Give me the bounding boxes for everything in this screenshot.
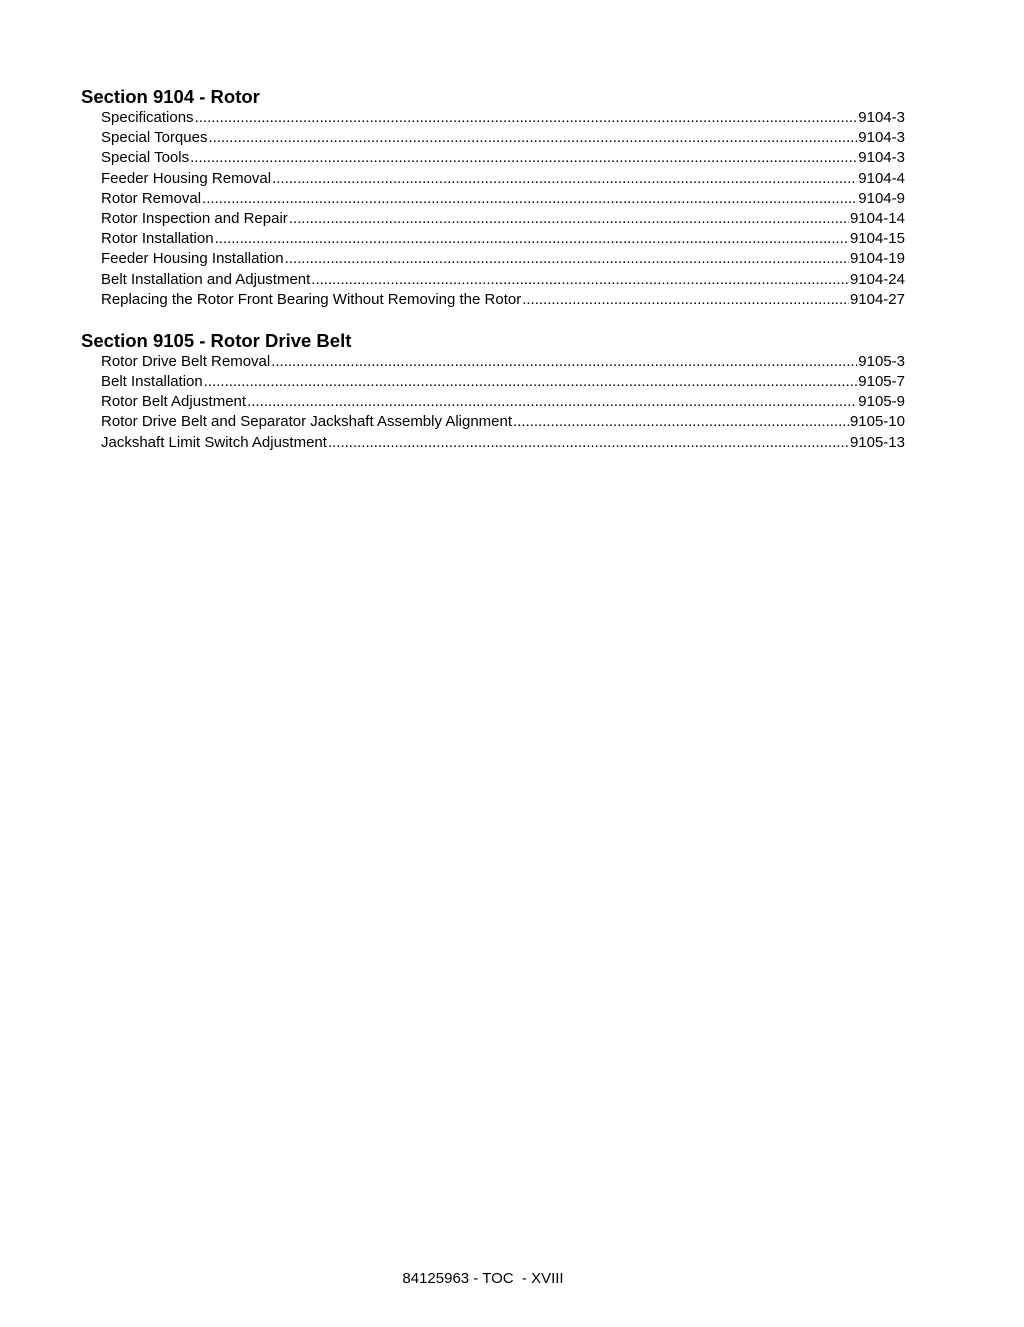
- entry-title: Rotor Removal: [101, 189, 202, 207]
- entry-title: Jackshaft Limit Switch Adjustment: [101, 433, 327, 451]
- toc-entry[interactable]: [101, 128, 905, 148]
- entry-title: Rotor Installation: [101, 230, 214, 248]
- toc-entry[interactable]: [101, 433, 905, 453]
- entry-title: Feeder Housing Removal: [101, 169, 272, 187]
- entry-title: Rotor Belt Adjustment: [101, 393, 247, 411]
- entry-title: Feeder Housing Installation: [101, 250, 284, 268]
- toc-entry[interactable]: [101, 229, 905, 249]
- entry-title: Rotor Drive Belt and Separator Jackshaft Assembly Alignment: [101, 413, 513, 431]
- page-footer: 84125963 - TOC - XVIII: [402, 1270, 564, 1287]
- entry-page-number: 9104-3: [858, 149, 905, 167]
- entry-page-number: 9105-13: [849, 433, 905, 451]
- dot-leader: [204, 372, 858, 392]
- section-title: Section 9105 - Rotor Drive Belt: [81, 329, 352, 351]
- section-entries: [81, 108, 905, 310]
- entry-page-number: 9104-15: [849, 230, 905, 248]
- entry-page-number: 9104-14: [849, 209, 905, 227]
- toc-entry[interactable]: [101, 412, 905, 432]
- entry-title: Specifications: [101, 109, 194, 126]
- dot-leader: [522, 290, 849, 310]
- entry-page-number: 9104-4: [858, 169, 905, 187]
- dot-leader: [328, 433, 849, 453]
- dot-leader: [247, 392, 857, 412]
- entry-title: Special Torques: [101, 129, 208, 147]
- dot-leader: [271, 352, 857, 372]
- entry-title: Rotor Drive Belt Removal: [101, 352, 271, 370]
- entry-page-number: 9104-24: [849, 270, 905, 288]
- entry-page-number: 9105-10: [849, 413, 905, 431]
- entry-title: Belt Installation: [101, 373, 203, 391]
- table-of-contents: [81, 86, 905, 473]
- toc-entry[interactable]: [101, 290, 905, 310]
- section-title: Section 9104 - Rotor: [81, 86, 260, 107]
- entry-page-number: 9104-19: [849, 250, 905, 268]
- entry-page-number: 9104-3: [858, 109, 905, 126]
- dot-leader: [513, 412, 849, 432]
- toc-entry[interactable]: [101, 189, 905, 209]
- toc-entry[interactable]: [101, 270, 905, 290]
- entry-title: Special Tools: [101, 149, 190, 167]
- section-9104: [81, 86, 905, 310]
- dot-leader: [202, 189, 857, 209]
- toc-entry[interactable]: [101, 392, 905, 412]
- toc-entry[interactable]: [101, 108, 905, 128]
- toc-entry[interactable]: [101, 352, 905, 372]
- toc-entry[interactable]: [101, 148, 905, 168]
- dot-leader: [208, 128, 857, 148]
- dot-leader: [272, 169, 857, 189]
- dot-leader: [285, 249, 849, 269]
- entry-page-number: 9104-9: [858, 189, 905, 207]
- dot-leader: [215, 229, 849, 249]
- dot-leader: [195, 108, 858, 128]
- section-entries: [81, 352, 905, 453]
- entry-page-number: 9105-3: [858, 352, 905, 370]
- entry-page-number: 9105-7: [858, 373, 905, 391]
- toc-entry[interactable]: [101, 209, 905, 229]
- toc-entry[interactable]: [101, 249, 905, 269]
- entry-title: Rotor Inspection and Repair: [101, 209, 288, 227]
- entry-page-number: 9105-9: [858, 393, 905, 411]
- entry-title: Belt Installation and Adjustment: [101, 270, 311, 288]
- dot-leader: [190, 148, 857, 168]
- entry-title: Replacing the Rotor Front Bearing Without Removing the Rotor: [101, 290, 522, 308]
- dot-leader: [289, 209, 849, 229]
- toc-entry[interactable]: [101, 169, 905, 189]
- toc-entry[interactable]: [101, 372, 905, 392]
- section-9105: [81, 330, 905, 453]
- entry-page-number: 9104-3: [858, 129, 905, 147]
- entry-page-number: 9104-27: [849, 290, 905, 308]
- dot-leader: [311, 270, 849, 290]
